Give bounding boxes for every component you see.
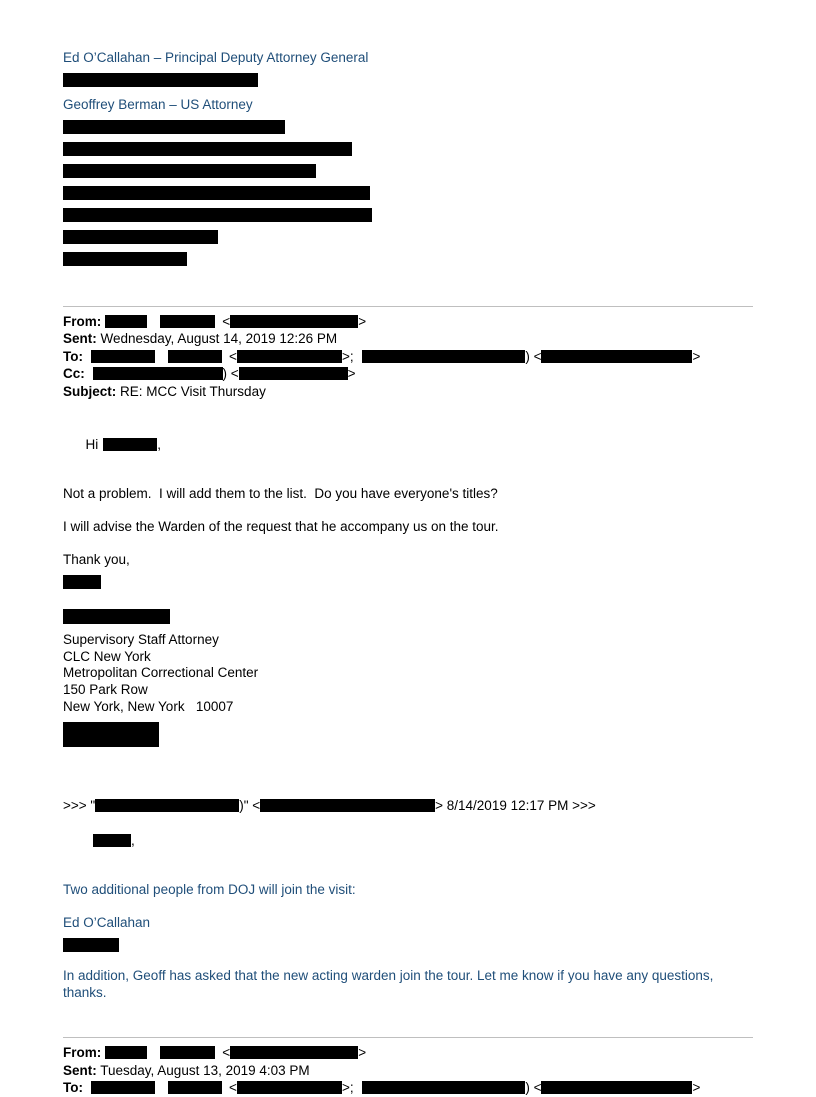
redaction-bar [93, 834, 131, 847]
subject-row [63, 383, 753, 401]
redaction-bar [105, 1046, 147, 1059]
subject-label: Subject: [63, 383, 117, 399]
document-content [63, 50, 753, 1097]
subject-value: RE: MCC Visit Thursday [120, 383, 266, 399]
email-2-line-2: Ed O’Callahan [63, 915, 151, 931]
redaction-bar [362, 1081, 525, 1094]
signature-title: Supervisory Staff Attorney [63, 631, 219, 647]
redaction-bar [63, 120, 285, 134]
arrow-mid: )" < [239, 797, 261, 813]
redaction-bar [362, 350, 525, 363]
redaction-bar [63, 208, 372, 222]
heading-ed-ocallahan: Ed O’Callahan – Principal Deputy Attorney General [63, 50, 369, 65]
signature-block [63, 609, 753, 747]
sent-row [63, 1062, 753, 1080]
redaction-bar [63, 722, 159, 747]
redaction-bar [160, 315, 215, 328]
signature-office: CLC New York [63, 648, 151, 664]
redaction-bar [160, 1046, 215, 1059]
signature-city-state-zip: New York, New York 10007 [63, 699, 234, 715]
arrow-prefix: >>> " [63, 797, 96, 813]
redaction-bar [63, 73, 258, 87]
email-3-headers [63, 1044, 753, 1097]
body-paragraph-2: I will advise the Warden of the request that he accompany us on the tour. [63, 519, 499, 535]
redaction-bar [239, 367, 348, 380]
arrow-suffix: > 8/14/2019 12:17 PM >>> [435, 797, 596, 813]
sent-label: Sent: [63, 1062, 97, 1078]
email-1-headers [63, 313, 753, 401]
redaction-bar [541, 350, 692, 363]
email-separator [63, 1037, 753, 1038]
from-row: From: < > [63, 313, 367, 329]
sent-value: Wednesday, August 14, 2019 12:26 PM [100, 331, 338, 347]
greeting-comma: , [157, 436, 162, 452]
email-2 [63, 797, 753, 1002]
redaction-bar [103, 438, 157, 451]
redaction-bar [105, 315, 147, 328]
heading-geoffrey-berman: Geoffrey Berman – US Attorney [63, 96, 253, 112]
redaction-bar [63, 609, 170, 624]
from-label: From: [63, 313, 102, 329]
greeting-text: Hi [85, 436, 99, 452]
sent-row [63, 330, 753, 348]
redaction-bar [237, 350, 342, 363]
cc-label: Cc: [63, 366, 85, 382]
redaction-bar [63, 575, 101, 589]
to-row: To: < >; ) < > [63, 348, 701, 364]
to-label: To: [63, 1080, 83, 1096]
redaction-bar [168, 1081, 222, 1094]
forward-header-row [63, 797, 753, 814]
redaction-bar [168, 350, 222, 363]
redaction-bar [237, 1081, 342, 1094]
forward-comma: , [131, 832, 135, 848]
signature-street: 150 Park Row [63, 682, 148, 698]
redaction-bar [63, 164, 316, 178]
redaction-bar [63, 230, 218, 244]
forward-greeting-row [63, 816, 753, 866]
email-2-line-3: In addition, Geoff has asked that the new acting warden join the tour. Let me know if you have any questions, thanks. [63, 967, 714, 1000]
redaction-bar [260, 799, 435, 812]
from-label: From: [63, 1045, 102, 1061]
to-row: To: < >; ) < > [63, 1080, 701, 1096]
signature-facility: Metropolitan Correctional Center [63, 665, 259, 681]
redaction-bar [230, 315, 358, 328]
redaction-bar [95, 799, 239, 812]
sent-value: Tuesday, August 13, 2019 4:03 PM [100, 1062, 310, 1078]
redaction-bar [63, 142, 352, 156]
email-2-line-1: Two additional people from DOJ will join the visit: [63, 882, 356, 898]
redaction-bar [63, 938, 119, 952]
redaction-bar [63, 186, 370, 200]
redaction-bar [91, 350, 155, 363]
top-section [63, 50, 753, 266]
redaction-bar [541, 1081, 692, 1094]
sent-label: Sent: [63, 331, 97, 347]
redaction-bar [230, 1046, 358, 1059]
redaction-bar [93, 367, 223, 380]
body-paragraph-1: Not a problem. I will add them to the list. Do you have everyone's titles? [63, 486, 498, 502]
cc-row: Cc: ) < > [63, 366, 356, 382]
to-label: To: [63, 348, 83, 364]
redaction-bar [63, 252, 187, 266]
email-separator [63, 306, 753, 307]
closing-text: Thank you, [63, 552, 130, 568]
greeting-row [63, 420, 753, 470]
from-row: From: < > [63, 1045, 367, 1061]
redaction-bar [91, 1081, 155, 1094]
